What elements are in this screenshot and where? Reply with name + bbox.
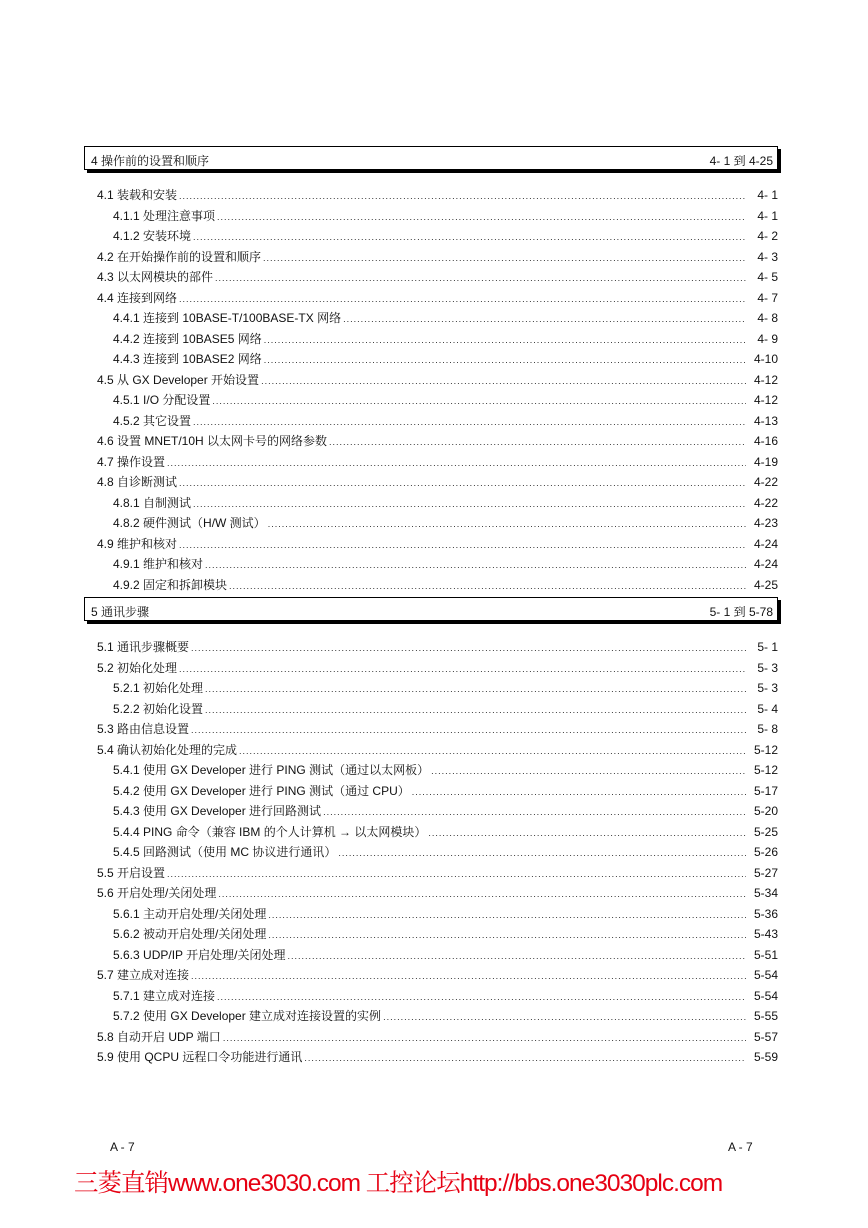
toc-entry-page: 4- 9: [757, 331, 778, 346]
toc-entry-title: 5.4.4 PING 命令（兼容 IBM 的个人计算机 → 以太网模块）: [113, 824, 427, 839]
dot-leader: [205, 560, 746, 570]
dot-leader: [179, 294, 746, 304]
toc-entry-title: 5.7 建立成对连接: [97, 968, 190, 982]
toc-entry[interactable]: [97, 679, 778, 700]
toc-entry-page: 5- 3: [757, 681, 778, 695]
dot-leader: [179, 664, 746, 674]
toc-entry-title: 4.4.1 连接到 10BASE-T/100BASE-TX 网络: [113, 311, 342, 325]
dot-leader: [205, 684, 746, 694]
toc-entry-page: 4-10: [753, 352, 778, 366]
toc-entry[interactable]: [97, 207, 778, 228]
dot-leader: [264, 355, 746, 365]
toc-entry-title: 5.4 确认初始化处理的完成: [97, 742, 238, 757]
toc-chapter-4: [97, 186, 778, 596]
toc-entry[interactable]: [97, 391, 778, 412]
toc-entry-page: 4- 7: [757, 290, 778, 305]
toc-entry-page: 4-22: [753, 495, 778, 510]
toc-entry-page: 4-12: [753, 372, 778, 387]
toc-entry-page: 5-20: [753, 804, 778, 818]
dot-leader: [193, 417, 746, 427]
toc-entry-title: 5.4.5 回路测试（使用 MC 协议进行通讯）: [113, 845, 337, 859]
toc-entry-page: 5-54: [753, 968, 778, 982]
toc-entry-page: 4-24: [753, 536, 778, 551]
toc-entry-title: 4.5.1 I/O 分配设置: [113, 393, 211, 407]
dot-leader: [304, 1053, 746, 1063]
toc-entry-page: 5-43: [753, 927, 778, 941]
toc-entry-page: 5- 4: [757, 701, 778, 716]
toc-entry[interactable]: [97, 864, 778, 885]
toc-entry[interactable]: [97, 884, 778, 905]
toc-entry-title: 4.1.1 处理注意事项: [113, 208, 216, 223]
toc-entry[interactable]: [97, 227, 778, 248]
toc-entry-title: 4.9.2 固定和拆卸模块: [113, 577, 228, 592]
toc-entry[interactable]: [97, 1028, 778, 1049]
toc-entry[interactable]: [97, 638, 778, 659]
toc-entry[interactable]: [97, 371, 778, 392]
toc-entry-page: 4- 2: [757, 229, 778, 243]
toc-entry-title: 5.4.2 使用 GX Developer 进行 PING 测试（通过 CPU）: [113, 783, 410, 798]
toc-entry[interactable]: [97, 966, 778, 987]
toc-entry-page: 4-12: [753, 393, 778, 407]
toc-entry-title: 5.7.2 使用 GX Developer 建立成对连接设置的实例: [113, 1009, 382, 1023]
toc-entry[interactable]: [97, 514, 778, 535]
toc-entry-title: 4.4.3 连接到 10BASE2 网络: [113, 352, 262, 366]
toc-entry[interactable]: [97, 432, 778, 453]
toc-entry[interactable]: [97, 741, 778, 762]
toc-entry-title: 4.8.1 自制测试: [113, 495, 192, 510]
toc-entry-title: 4.4.2 连接到 10BASE5 网络: [113, 331, 262, 346]
toc-entry-title: 4.7 操作设置: [97, 454, 166, 469]
toc-entry[interactable]: [97, 802, 778, 823]
dot-leader: [268, 519, 746, 529]
dot-leader: [167, 869, 746, 879]
toc-entry[interactable]: [97, 1007, 778, 1028]
toc-entry-page: 4- 5: [757, 270, 778, 284]
toc-entry-page: 4- 1: [757, 208, 778, 223]
toc-entry-title: 5.8 自动开启 UDP 端口: [97, 1029, 221, 1044]
dot-leader: [263, 253, 746, 263]
toc-entry-title: 4.1.2 安装环境: [113, 229, 192, 243]
toc-entry[interactable]: [97, 720, 778, 741]
toc-entry-page: 5- 3: [757, 660, 778, 675]
dot-leader: [191, 725, 746, 735]
toc-entry[interactable]: [97, 494, 778, 515]
toc-entry-title: 4.4 连接到网络: [97, 290, 178, 305]
toc-entry[interactable]: [97, 248, 778, 269]
toc-entry-page: 5-12: [753, 763, 778, 777]
toc-entry-title: 5.2.2 初始化设置: [113, 701, 204, 716]
toc-entry-title: 4.3 以太网模块的部件: [97, 270, 214, 284]
dot-leader: [287, 951, 746, 961]
toc-entry-page: 5-34: [753, 886, 778, 900]
toc-entry[interactable]: [97, 535, 778, 556]
dot-leader: [217, 992, 746, 1002]
dot-leader: [223, 1033, 746, 1043]
toc-entry[interactable]: [97, 843, 778, 864]
toc-entry[interactable]: [97, 412, 778, 433]
toc-entry-page: 4- 8: [757, 311, 778, 325]
dot-leader: [338, 848, 746, 858]
toc-entry-title: 5.4.3 使用 GX Developer 进行回路测试: [113, 804, 322, 818]
dot-leader: [329, 437, 746, 447]
toc-entry-title: 5.1 通讯步骤概要: [97, 640, 190, 654]
toc-entry-page: 5-59: [753, 1050, 778, 1064]
toc-entry-page: 4-13: [753, 413, 778, 428]
toc-entry[interactable]: [97, 823, 778, 844]
toc-entry[interactable]: [97, 309, 778, 330]
toc-entry-page: 5-54: [753, 988, 778, 1003]
toc-entry[interactable]: [97, 289, 778, 310]
toc-entry-page: 4- 3: [757, 249, 778, 264]
dot-leader: [239, 746, 746, 756]
toc-entry[interactable]: [97, 905, 778, 926]
toc-entry-title: 5.6.2 被动开启处理/关闭处理: [113, 927, 267, 941]
toc-entry-title: 4.8.2 硬件测试（H/W 测试）: [113, 516, 266, 530]
toc-entry[interactable]: [97, 987, 778, 1008]
toc-entry-page: 5-17: [753, 783, 778, 798]
dot-leader: [428, 828, 746, 838]
toc-entry-page: 4-23: [753, 516, 778, 530]
dot-leader: [323, 807, 746, 817]
toc-entry-title: 4.5 从 GX Developer 开始设置: [97, 372, 260, 387]
toc-entry-title: 5.2.1 初始化处理: [113, 681, 204, 695]
toc-entry-title: 4.9 维护和核对: [97, 536, 178, 551]
toc-entry-title: 5.6 开启处理/关闭处理: [97, 886, 217, 900]
chapter-4-header: [84, 146, 778, 170]
dot-leader: [191, 971, 746, 981]
dot-leader: [412, 787, 746, 797]
toc-entry-page: 5- 8: [757, 722, 778, 736]
dot-leader: [191, 643, 746, 653]
toc-entry[interactable]: [97, 453, 778, 474]
toc-entry-page: 5-27: [753, 865, 778, 880]
toc-entry[interactable]: [97, 186, 778, 207]
toc-entry-title: 4.8 自诊断测试: [97, 475, 178, 489]
toc-entry-page: 5-36: [753, 906, 778, 921]
toc-entry[interactable]: [97, 925, 778, 946]
toc-entry[interactable]: [97, 555, 778, 576]
toc-entry-title: 4.5.2 其它设置: [113, 413, 192, 428]
dot-leader: [212, 396, 746, 406]
toc-entry-title: 5.6.3 UDP/IP 开启处理/关闭处理: [113, 947, 286, 962]
chapter-title: 5 通讯步骤: [91, 605, 150, 619]
toc-entry-title: 5.3 路由信息设置: [97, 722, 190, 736]
toc-entry-page: 5-55: [753, 1009, 778, 1023]
toc-entry[interactable]: [97, 946, 778, 967]
toc-entry[interactable]: [97, 782, 778, 803]
dot-leader: [261, 376, 746, 386]
dot-leader: [343, 314, 746, 324]
toc-entry-page: 5-51: [753, 947, 778, 962]
toc-entry[interactable]: [97, 761, 778, 782]
toc-entry-page: 4-22: [753, 475, 778, 489]
toc-entry[interactable]: [97, 473, 778, 494]
toc-entry[interactable]: [97, 576, 778, 597]
toc-entry[interactable]: [97, 350, 778, 371]
toc-entry-page: 5-26: [753, 845, 778, 859]
page-number-right: A - 7: [728, 1140, 753, 1154]
dot-leader: [205, 705, 746, 715]
page-number-left: A - 7: [110, 1140, 135, 1154]
toc-entry-title: 5.9 使用 QCPU 远程口令功能进行通讯: [97, 1050, 303, 1064]
toc-chapter-5: [97, 638, 778, 1069]
toc-entry-title: 4.1 装载和安装: [97, 188, 178, 202]
toc-entry[interactable]: [97, 268, 778, 289]
dot-leader: [179, 191, 746, 201]
toc-entry[interactable]: [97, 330, 778, 351]
dot-leader: [193, 232, 746, 242]
watermark-text: 三菱直销www.one3030.com 工控论坛http://bbs.one3030plc.com: [74, 1170, 723, 1197]
toc-entry-title: 5.2 初始化处理: [97, 660, 178, 675]
toc-entry[interactable]: [97, 1048, 778, 1069]
toc-entry-page: 5- 1: [757, 640, 778, 654]
toc-entry-title: 4.6 设置 MNET/10H 以太网卡号的网络参数: [97, 434, 328, 448]
dot-leader: [179, 540, 746, 550]
dot-leader: [431, 766, 746, 776]
chapter-page-range: 5- 1 到 5-78: [709, 605, 773, 619]
dot-leader: [215, 273, 746, 283]
dot-leader: [167, 458, 746, 468]
toc-entry-title: 5.6.1 主动开启处理/关闭处理: [113, 906, 267, 921]
dot-leader: [193, 499, 746, 509]
dot-leader: [218, 889, 746, 899]
toc-entry-page: 4-16: [753, 434, 778, 448]
dot-leader: [268, 910, 746, 920]
toc-entry-page: 5-12: [753, 742, 778, 757]
chapter-page-range: 4- 1 到 4-25: [709, 154, 773, 168]
toc-entry-page: 4-24: [753, 557, 778, 571]
dot-leader: [217, 212, 746, 222]
dot-leader: [179, 478, 746, 488]
toc-entry-page: 4-25: [753, 577, 778, 592]
toc-entry-title: 4.9.1 维护和核对: [113, 557, 204, 571]
toc-entry-page: 4-19: [753, 454, 778, 469]
toc-entry-title: 5.5 开启设置: [97, 865, 166, 880]
toc-entry-page: 5-25: [753, 824, 778, 839]
toc-entry-page: 5-57: [753, 1029, 778, 1044]
toc-entry[interactable]: [97, 700, 778, 721]
toc-entry-title: 4.2 在开始操作前的设置和顺序: [97, 249, 262, 264]
chapter-title: 4 操作前的设置和顺序: [91, 154, 210, 168]
dot-leader: [383, 1012, 746, 1022]
dot-leader: [268, 930, 746, 940]
chapter-5-header: [84, 597, 778, 621]
toc-entry-title: 5.7.1 建立成对连接: [113, 988, 216, 1003]
toc-entry-page: 4- 1: [757, 188, 778, 202]
dot-leader: [264, 335, 746, 345]
toc-entry-title: 5.4.1 使用 GX Developer 进行 PING 测试（通过以太网板）: [113, 763, 430, 777]
toc-entry[interactable]: [97, 659, 778, 680]
dot-leader: [229, 581, 746, 591]
